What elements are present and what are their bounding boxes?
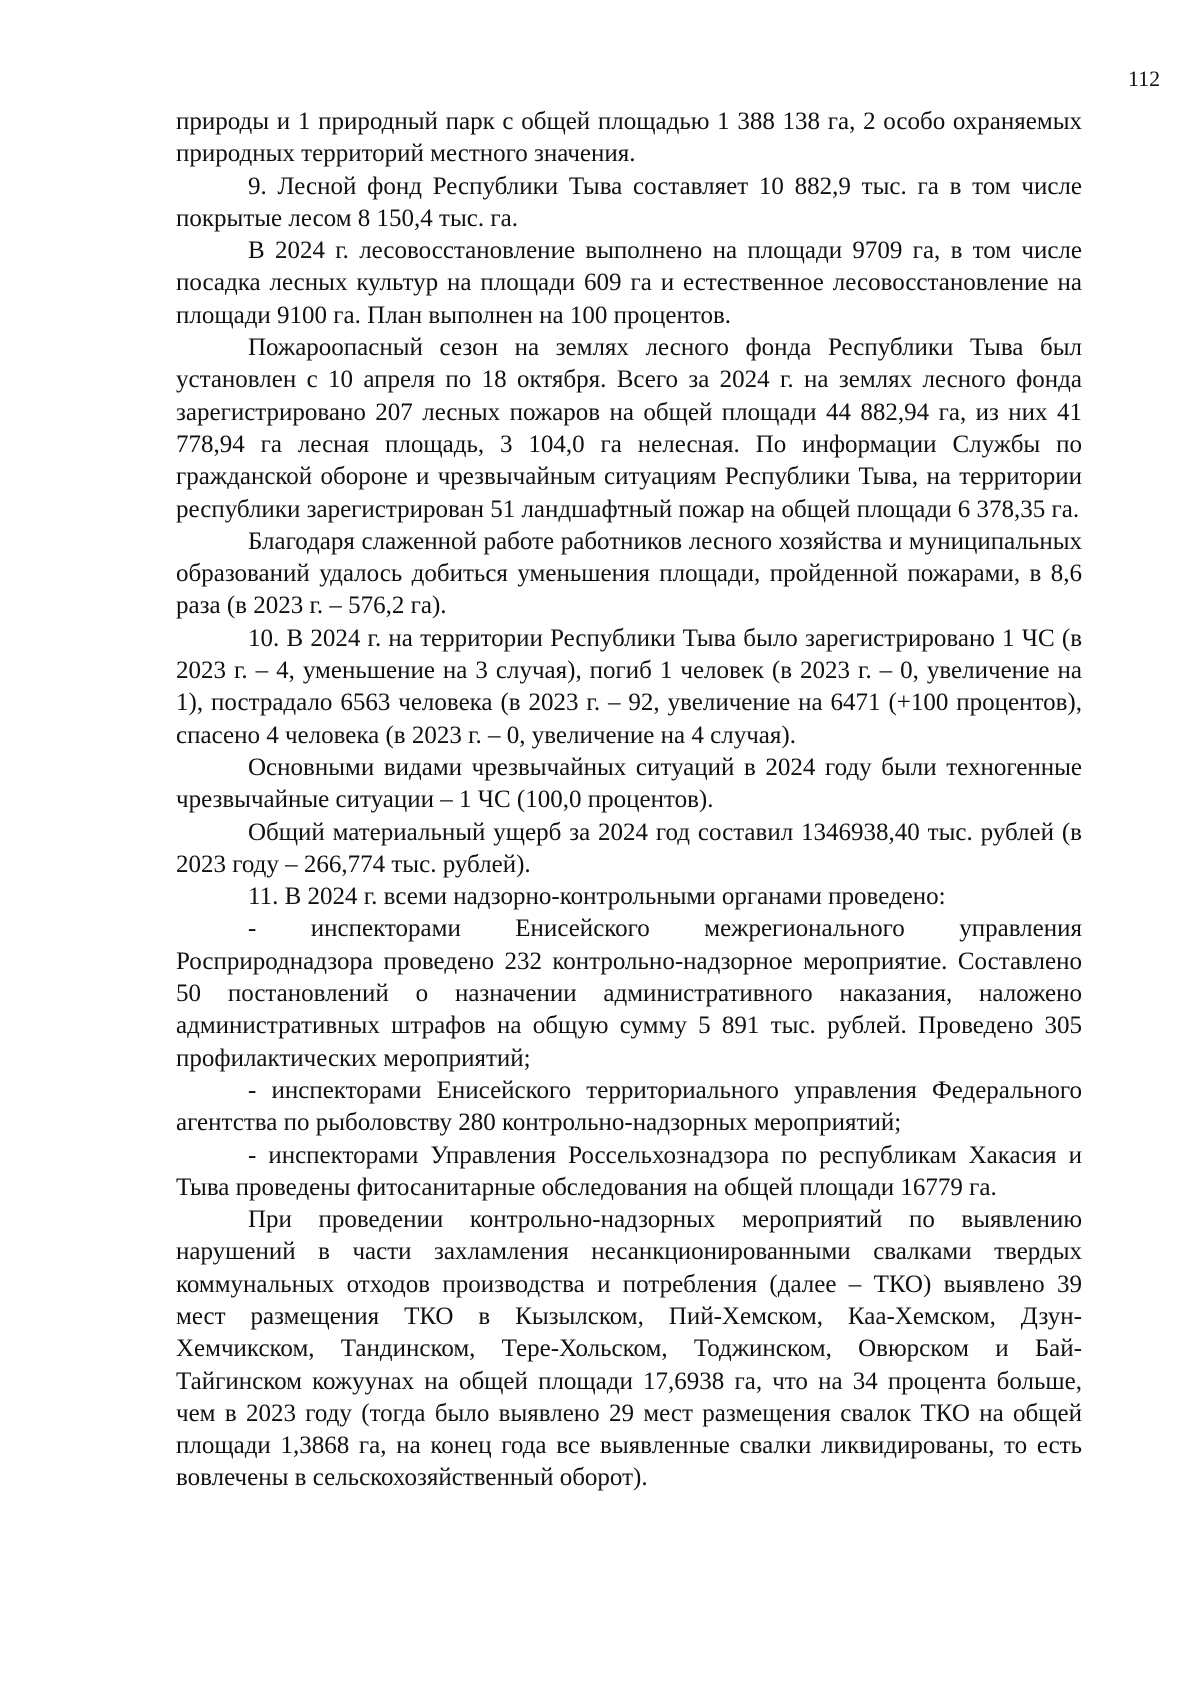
paragraph-fire-season: Пожароопасный сезон на землях лесного фонда Республики Тыва был установлен с 10 апреля по 18 октября. Всего за 2024 г. на землях лесного фонда зарегистрировано 207 лесных пожаров на общей площади 44 882,94 га, из них 41 778,94 га лесная площадь, 3 104,0 га нелесная. По информации Службы по гражданской обороне и чрезвычайным ситуациям Республики Тыва, на территории республики зарегистрирован 51 ландшафтный пожар на общей площади 6 378,35 га. (176, 334, 1082, 523)
paragraph-forest-fund: 9. Лесной фонд Республики Тыва составляет 10 882,9 тыс. га в том числе покрытые лесом 8 150,4 тыс. га. (176, 172, 1082, 232)
paragraph-oversight-intro: 11. В 2024 г. всеми надзорно-контрольными органами проведено: (248, 883, 946, 911)
paragraph-fire-area-reduction: Благодаря слаженной работе работников лесного хозяйства и муниципальных образований удалось добиться уменьшения площади, пройденной пожарами, в 8,6 раза (в 2023 г. – 576,2 га). (176, 527, 1082, 620)
paragraph-waste-dumps: При проведении контрольно-надзорных мероприятий по выявлению нарушений в части захламления несанкционированными свалками твердых коммунальных отходов производства и потребления (далее – ТКО) выявлено 39 мест размещения ТКО в Кызылском, Пий-Хемском, Каа-Хемском, Дзун-Хемчикском, Тандинском, Тере-Хольском, Тоджинском, Овюрском и Бай-Тайгинском кожуунах на общей площади 17,6938 га, что на 34 процента больше, чем в 2023 году (тогда было выявлено 29 мест размещения свалок ТКО на общей площади 1,3868 га, на конец года все выявленные свалки ликвидированы, то есть вовлечены в сельскохозяйственный оборот). (176, 1206, 1082, 1492)
paragraph-emergency-types: Основными видами чрезвычайных ситуаций в 2024 году были техногенные чрезвычайные ситуации – 1 ЧС (100,0 процентов). (176, 753, 1082, 814)
paragraph-reforestation: В 2024 г. лесовосстановление выполнено на площади 9709 га, в том числе посадка лесных культур на площади 609 га и естественное лесовосстановление на площади 9100 га. План выполнен на 100 процентов. (176, 237, 1082, 329)
document-body (176, 106, 1082, 1495)
paragraph-rosselkhoznadzor: - инспекторами Управления Россельхознадзора по республикам Хакасия и Тыва проведены фитосанитарные обследования на общей площади 16779 га. (176, 1141, 1082, 1201)
paragraph-emergencies: 10. В 2024 г. на территории Республики Тыва было зарегистрировано 1 ЧС (в 2023 г. – 4, уменьшение на 3 случая), погиб 1 человек (в 2023 г. – 0, увеличение на 1), пострадало 6563 человека (в 2023 г. – 92, увеличение на 6471 (+100 процентов), спасено 4 человека (в 2023 г. – 0, увеличение на 4 случая). (176, 624, 1082, 749)
paragraph-protected-areas: природы и 1 природный парк с общей площадью 1 388 138 га, 2 особо охраняемых природных территорий местного значения. (176, 108, 1082, 168)
paragraph-rosprirodnadzor: - инспекторами Енисейского межрегионального управления Росприроднадзора проведено 232 контрольно-надзорное мероприятие. Составлено 50 постановлений о назначении административного наказания, наложено административных штрафов на общую сумму 5 891 тыс. рублей. Проведено 305 профилактических мероприятий; (176, 915, 1082, 1072)
page-number: 112 (1128, 66, 1161, 91)
paragraph-fisheries-agency: - инспекторами Енисейского территориального управления Федерального агентства по рыболовству 280 контрольно-надзорных мероприятий; (176, 1076, 1082, 1137)
paragraph-material-damage: Общий материальный ущерб за 2024 год составил 1346938,40 тыс. рублей (в 2023 году – 266,774 тыс. рублей). (176, 818, 1082, 878)
